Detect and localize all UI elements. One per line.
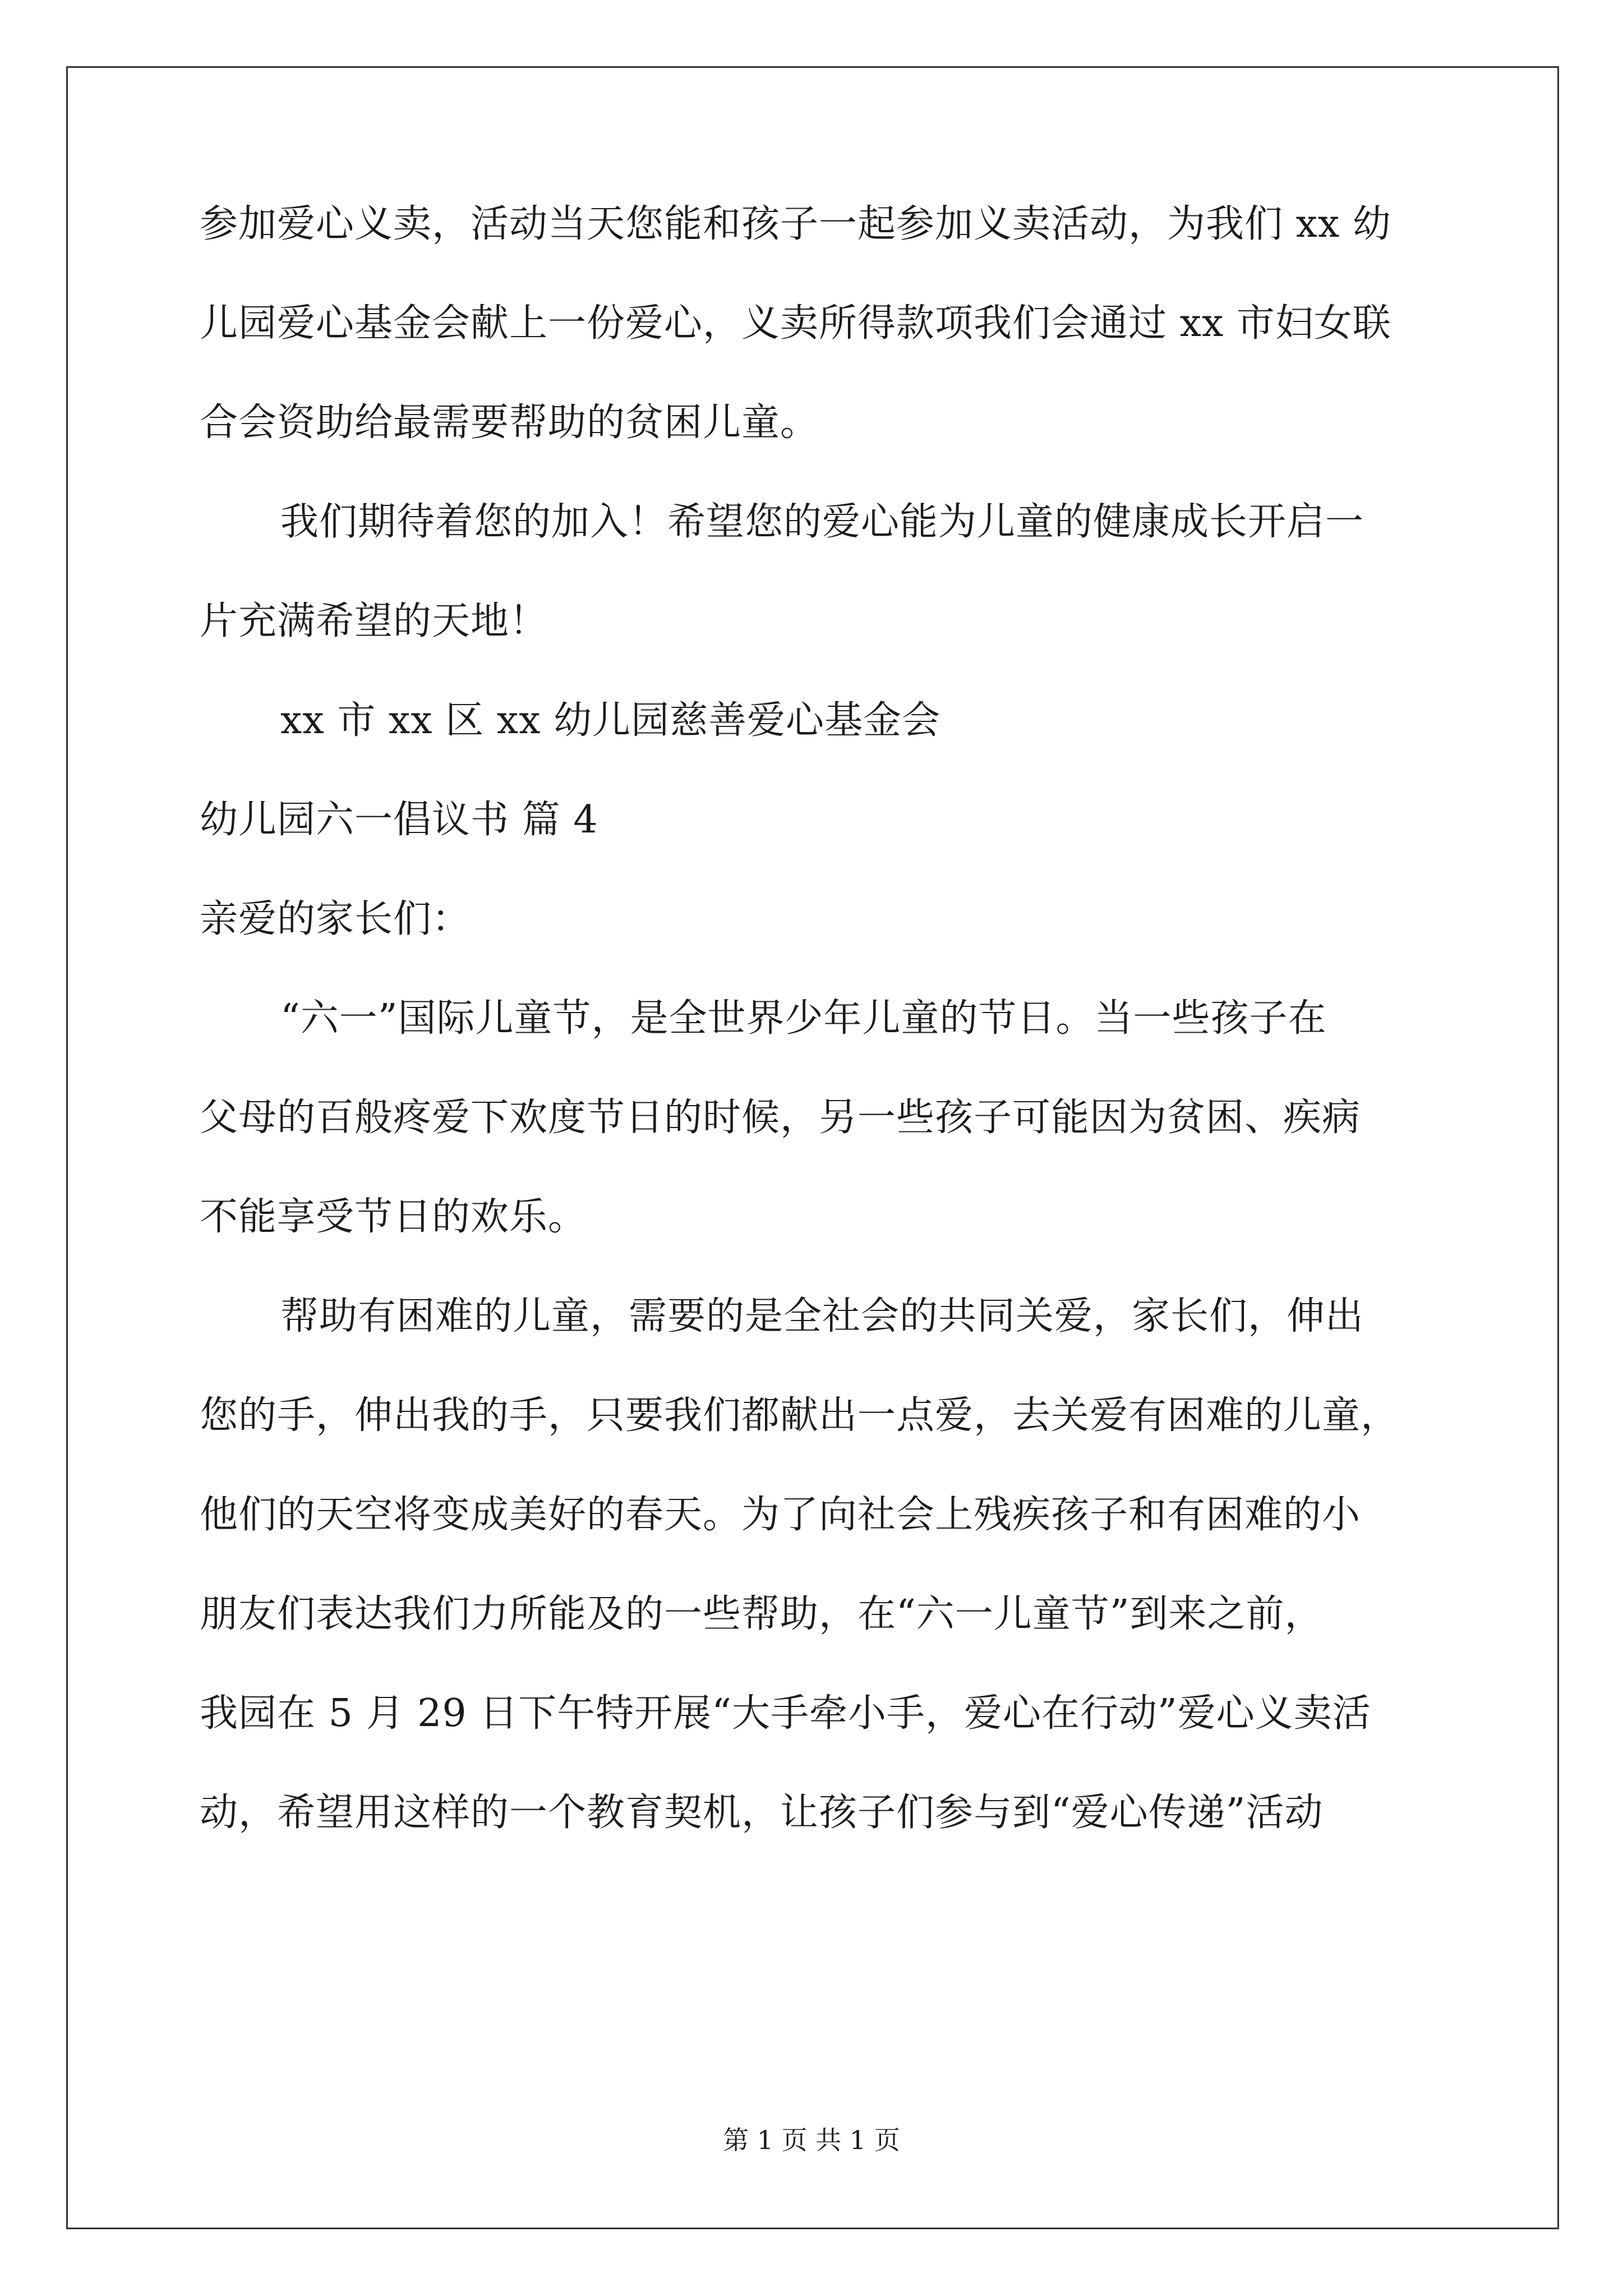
text-line-1: 参加爱心义卖，活动当天您能和孩子一起参加义卖活动，为我们 xx 幼: [200, 202, 1391, 246]
text-line-5: 片充满希望的天地！: [200, 599, 548, 643]
text-line-4: 我们期待着您的加入！希望您的爱心能为儿童的健康成长开启一: [280, 500, 1364, 544]
salutation: 亲爱的家长们：: [200, 897, 471, 941]
text-line-3: 合会资助给最需要帮助的贫困儿童。: [200, 401, 819, 445]
text-line-2: 儿园爱心基金会献上一份爱心，义卖所得款项我们会通过 xx 市妇女联: [200, 301, 1391, 346]
text-line-14: 他们的天空将变成美好的春天。为了向社会上残疾孩子和有困难的小: [200, 1493, 1361, 1537]
document-body: [200, 202, 1445, 1890]
text-line-9: “六一”国际儿童节，是全世界少年儿童的节日。当一些孩子在: [280, 996, 1327, 1041]
text-line-17: 动，希望用这样的一个教育契机，让孩子们参与到“爱心传递”活动: [200, 1791, 1324, 1835]
section-heading: 幼儿园六一倡议书 篇 4: [200, 798, 598, 842]
signature-line: xx 市 xx 区 xx 幼儿园慈善爱心基金会: [280, 698, 941, 743]
text-line-11: 不能享受节日的欢乐。: [200, 1195, 587, 1239]
text-line-15: 朋友们表达我们力所能及的一些帮助，在“六一儿童节”到来之前，: [200, 1592, 1324, 1636]
text-line-10: 父母的百般疼爱下欢度节日的时候，另一些孩子可能因为贫困、疾病: [200, 1096, 1361, 1140]
text-line-16: 我园在 5 月 29 日下午特开展“大手牵小手，爱心在行动”爱心义卖活: [200, 1691, 1371, 1736]
text-line-12: 帮助有困难的儿童，需要的是全社会的共同关爱，家长们，伸出: [280, 1294, 1364, 1338]
text-line-13: 您的手，伸出我的手，只要我们都献出一点爱，去关爱有困难的儿童，: [200, 1393, 1400, 1438]
page-number-footer: 第 1 页 共 1 页: [723, 2125, 900, 2155]
